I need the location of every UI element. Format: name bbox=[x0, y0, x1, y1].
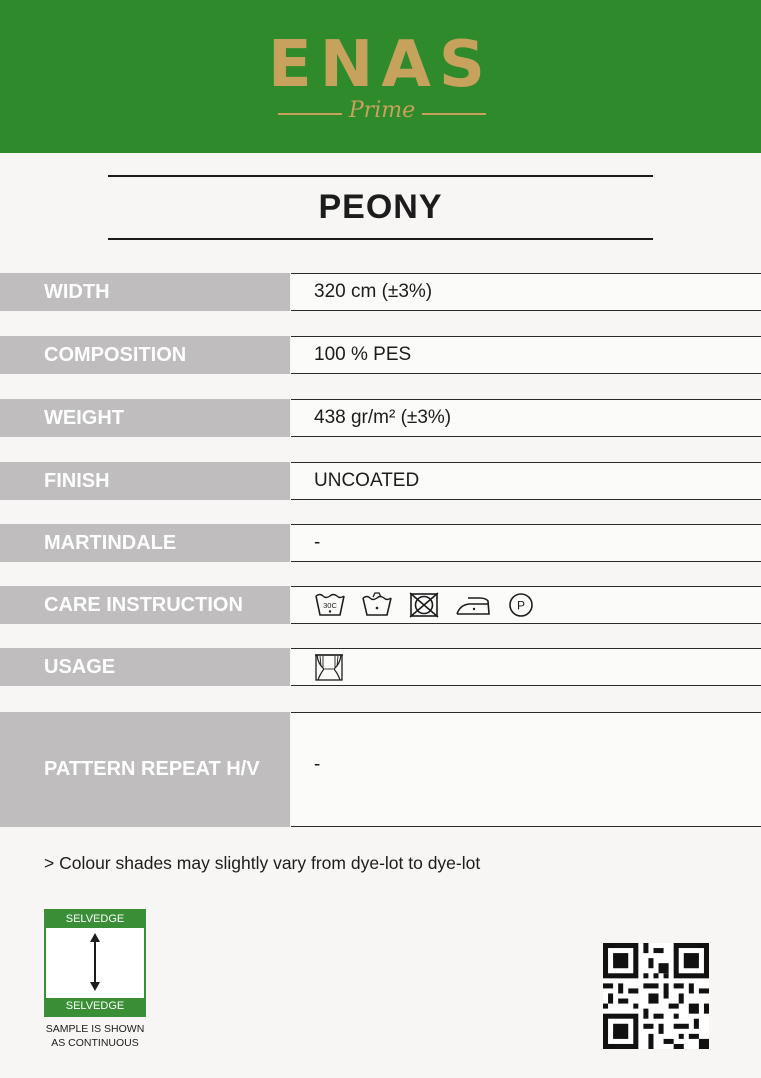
iron-low-icon bbox=[455, 592, 491, 618]
selvedge-top-label: SELVEDGE bbox=[46, 911, 144, 928]
spec-label: WIDTH bbox=[44, 280, 110, 303]
spec-label: USAGE bbox=[44, 655, 116, 678]
title-rule-bottom bbox=[108, 238, 653, 240]
spec-value-cell bbox=[291, 399, 761, 437]
tagline-rule-right bbox=[422, 113, 486, 115]
brand-tagline-row bbox=[0, 100, 761, 126]
spec-row-care bbox=[0, 586, 761, 624]
selvedge-caption-line1: SAMPLE IS SHOWN bbox=[45, 1023, 145, 1035]
double-arrow-icon bbox=[46, 928, 144, 998]
hand-wash-icon bbox=[361, 592, 393, 618]
spec-label: FINISH bbox=[44, 469, 110, 492]
brand-header bbox=[0, 0, 761, 153]
spec-row-weight bbox=[0, 399, 761, 437]
selvedge-diagram bbox=[44, 909, 146, 1017]
spec-value: - bbox=[314, 753, 321, 775]
spec-label-bg bbox=[0, 273, 290, 311]
spec-label-bg bbox=[0, 462, 290, 500]
title-rule-top bbox=[108, 175, 653, 177]
brand-logo bbox=[0, 30, 761, 126]
spec-row-finish bbox=[0, 462, 761, 500]
product-title: PEONY bbox=[318, 188, 443, 226]
spec-label-bg bbox=[0, 524, 290, 562]
usage-icons bbox=[291, 652, 344, 682]
dry-clean-letter: P bbox=[516, 598, 526, 613]
spec-row-usage bbox=[0, 648, 761, 686]
spec-label-bg bbox=[0, 586, 290, 624]
selvedge-caption-line2: AS CONTINUOUS bbox=[51, 1037, 139, 1049]
selvedge-caption bbox=[30, 1022, 160, 1050]
spec-row-pattern-repeat bbox=[0, 712, 761, 827]
spec-label-bg bbox=[0, 399, 290, 437]
spec-label-bg bbox=[0, 712, 290, 827]
care-icons bbox=[291, 592, 536, 618]
spec-value: 100 % PES bbox=[314, 344, 412, 365]
spec-value-cell bbox=[291, 462, 761, 500]
spec-value: 320 cm (±3%) bbox=[314, 281, 433, 302]
colour-note: > Colour shades may slightly vary from dye-lot to dye-lot bbox=[44, 853, 481, 873]
tagline-rule-left bbox=[278, 113, 342, 115]
spec-value: 438 gr/m² (±3%) bbox=[314, 407, 452, 428]
qr-code-icon bbox=[603, 943, 709, 1049]
spec-label: PATTERN REPEAT H/V bbox=[44, 758, 260, 780]
spec-value-cell bbox=[291, 648, 761, 686]
spec-label-bg bbox=[0, 648, 290, 686]
spec-value-cell bbox=[291, 273, 761, 311]
spec-value-cell bbox=[291, 712, 761, 827]
brand-tagline: Prime bbox=[348, 98, 416, 123]
spec-label: MARTINDALE bbox=[44, 531, 177, 554]
brand-name: ENAS bbox=[268, 28, 493, 102]
spec-value: UNCOATED bbox=[314, 470, 420, 491]
spec-label-bg bbox=[0, 336, 290, 374]
spec-label: CARE INSTRUCTION bbox=[44, 593, 243, 616]
spec-row-martindale bbox=[0, 524, 761, 562]
wash-30-icon bbox=[314, 592, 346, 618]
spec-value-cell bbox=[291, 586, 761, 624]
spec-value-cell bbox=[291, 524, 761, 562]
spec-label: WEIGHT bbox=[44, 406, 124, 429]
no-tumble-dry-icon bbox=[408, 592, 440, 618]
spec-value-cell bbox=[291, 336, 761, 374]
spec-value: - bbox=[314, 532, 321, 553]
spec-row-composition bbox=[0, 336, 761, 374]
curtain-icon bbox=[314, 652, 344, 682]
selvedge-bottom-label: SELVEDGE bbox=[46, 998, 144, 1015]
spec-label: COMPOSITION bbox=[44, 343, 187, 366]
wash-temp-label: 30C bbox=[323, 601, 337, 610]
dry-clean-p-icon bbox=[506, 592, 536, 618]
spec-row-width bbox=[0, 273, 761, 311]
